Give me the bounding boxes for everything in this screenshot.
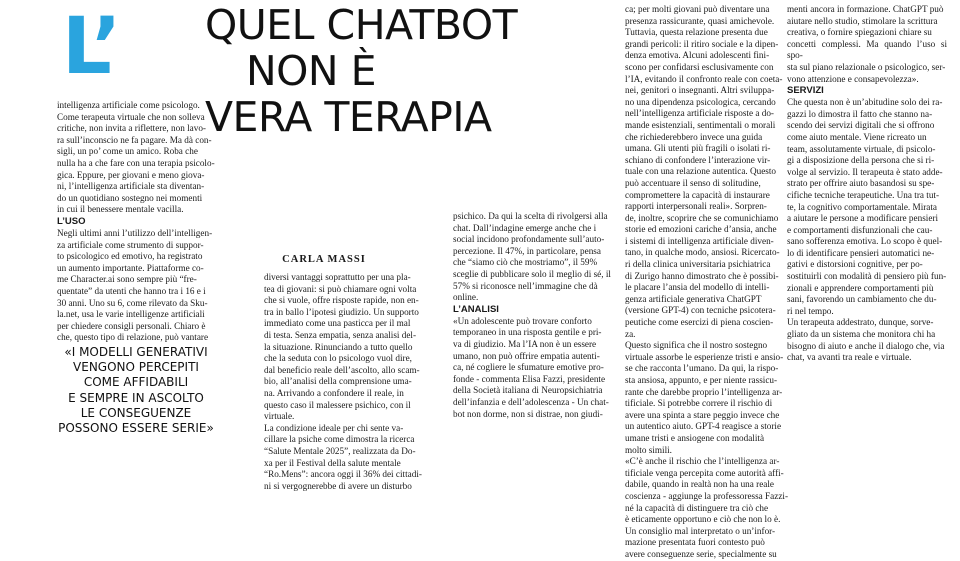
- text-line: menti ancora in formazione. ChatGPT può: [787, 4, 944, 14]
- text-line: della Società italiana di Neuropsichiatria: [453, 385, 603, 396]
- pull-quote-line: COME AFFIDABILI: [83, 375, 189, 390]
- text-line: che “siamo ciò che mostriamo”, il 59%: [453, 257, 598, 268]
- text-line: scendo dei servizi digitali che si offrono: [787, 120, 935, 131]
- text-line: è eticamente opportuno e ciò che non lo è.: [625, 514, 781, 525]
- text-line: ca; per molti giovani può diventare una: [625, 4, 770, 14]
- text-line: e comportamenti disfunzionali che cau-: [787, 224, 933, 235]
- text-line: (versione GPT-4) con tecniche psicotera-: [625, 305, 776, 316]
- text-line: 30 anni. Uno su 6, come rilevato da Sku-: [57, 297, 208, 308]
- text-line: grandi pericoli: il ritiro sociale e la dipen-: [625, 38, 779, 49]
- text-line: le placare l’ansia del modello di intelli-: [625, 282, 770, 293]
- text-line: compromettere la capacità di instaurare: [625, 189, 770, 200]
- text-line: bisogno di aiuto e anche il dialogo che, via: [787, 340, 945, 351]
- text-line: di testa. Senza empatia, senza analisi del-: [264, 329, 417, 340]
- text-line: social incidono profondamente sull’auto-: [453, 234, 605, 245]
- text-line: tano, in qualche modo, ansiosi. Ricercato-: [625, 247, 780, 258]
- text-line: genza artificiale generativa ChatGPT: [625, 293, 762, 304]
- text-line: avere una spinta a stare peggio invece che: [625, 409, 780, 420]
- text-line: molto simili.: [625, 444, 672, 455]
- text-line: vono attenzione e consapevolezza».: [787, 73, 919, 84]
- text-line: Un terapeuta addestrato, dunque, sorve-: [787, 317, 934, 328]
- text-line: sigli, un po’ come un amico. Roba che: [57, 146, 198, 157]
- text-line: za artificiale come strumento di suppor-: [57, 239, 204, 250]
- text-line: umane tristi e ansiogene con modalità: [625, 432, 765, 443]
- text-line: no una dipendenza psicologica, cercando: [625, 96, 776, 107]
- text-line: lo di identificare pensieri automatici ne-: [787, 247, 935, 258]
- text-line: volge al servizio. Il terapeuta è stato adde-: [787, 166, 943, 177]
- text-line: umano, non può offrire empatia autenti-: [453, 350, 600, 361]
- text-line: sta ansiosa, appunto, e per niente rassicu-: [625, 375, 778, 385]
- text-line: per chiedere consigli personali. Chiaro è: [57, 320, 206, 331]
- text-line: dabile, quando in realtà non ha una reale: [625, 479, 774, 490]
- text-line: l’IA, evitando il confronto reale con coeta-: [625, 73, 783, 84]
- text-line: schiano di confondere l’interazione vir-: [625, 154, 771, 165]
- text-line: na. Arrivando a confondere il reale, in: [264, 387, 404, 398]
- text-line: Un consiglio mal interpretato o un’infor-: [625, 525, 776, 536]
- text-line: bio, all’analisi della comprensione uma-: [264, 376, 412, 387]
- text-line: chat. Dall’indagine emerge anche che i: [453, 222, 597, 233]
- text-line: ni si vergognerebbe di avere un disturbo: [264, 480, 412, 491]
- text-line: a aiutare le persone a modificare pensieri: [787, 213, 939, 224]
- text-line: fonde - commenta Elisa Fazzi, presidente: [453, 373, 606, 384]
- text-line: Come terapeuta virtuale che non solleva: [57, 111, 205, 122]
- text-line: creativa, o fornire spiegazioni chiare su: [787, 27, 932, 38]
- text-line: do un quotidiano sostegno nei momenti: [57, 192, 203, 203]
- text-line: gazzi lo dimostra il fatto che stanno na-: [787, 108, 933, 119]
- column-1: [57, 100, 215, 343]
- text-line: te, la cognitivo comportamentale. Mirata: [787, 201, 938, 212]
- text-line: quentate” da utenti che hanno tra i 16 e i: [57, 285, 206, 296]
- text-line: temporaneo in una risposta gentile e pri-: [453, 327, 602, 338]
- text-line: nulla ha a che fare con una terapia psicolo-: [57, 157, 215, 168]
- text-line: gativi e distorsioni cognitive, per po-: [787, 259, 923, 270]
- text-line: se che racconta l’umano. Da qui, la rispo-: [625, 363, 779, 374]
- text-line: intelligenza artificiale come psicologo.: [57, 100, 200, 110]
- subhead: L’USO: [57, 215, 86, 227]
- text-line: che la seduta con lo psicologo vuol dire,: [264, 353, 412, 364]
- text-line: sceglie di pubblicare solo il meglio di sé, il: [453, 268, 611, 279]
- text-line: team, assolutamente virtuale, di psicolo-: [787, 143, 936, 154]
- text-line: sostituirli con modalità di pensiero più fun-: [787, 271, 947, 282]
- column-3: [453, 211, 618, 458]
- text-line: online.: [453, 292, 479, 303]
- headline: [205, 1, 518, 141]
- text-line: tificiale venga percepita come autorità affi-: [625, 467, 784, 478]
- text-line: gliato da un sistema che monitora chi ha: [787, 329, 936, 340]
- text-line: ca, né cogliere le sfumature emotive pro-: [453, 362, 604, 373]
- text-line: «C’è anche il rischio che l’intelligenza ar-: [625, 456, 780, 467]
- text-line: La condizione ideale per chi sente va-: [264, 422, 404, 433]
- text-line: percezione. Il 47%, in particolare, pensa: [453, 245, 601, 256]
- text-line: gi a disposizione della persona che si ri-: [787, 155, 935, 166]
- text-line: xa per il Festival della salute mentale: [264, 457, 401, 468]
- column-4: [625, 4, 790, 559]
- text-line: ri nel tempo.: [787, 305, 834, 316]
- text-line: come aiuto mentale. Viene ricreato un: [787, 131, 927, 142]
- pull-quote-line: VENGONO PERCEPITI: [73, 360, 199, 375]
- text-line: umana. Gli utenti più fragili o isolati ri-: [625, 143, 771, 154]
- text-line: za.: [625, 328, 636, 339]
- text-line: Che questa non è un’abitudine solo dei ra-: [787, 97, 943, 108]
- text-line: che si vuole, offre risposte rapide, non en-: [264, 295, 419, 306]
- text-line: ni, l’intelligenza artificiale sta diventan-: [57, 181, 205, 192]
- text-line: sano sofferenza emotiva. Lo scopo è quel-: [787, 236, 943, 247]
- text-line: “Ro.Mens”: ancora oggi il 36% dei cittadi-: [264, 469, 422, 480]
- text-line: va di giudizio. Ma l’IA non è un essere: [453, 338, 597, 349]
- text-line: tea di giovani: si può chiamare ogni volta: [264, 283, 417, 294]
- text-line: i sistemi di intelligenza artificiale diven-: [625, 235, 774, 246]
- text-line: concetti complessi. Ma quando l’uso si spo-: [787, 38, 947, 61]
- text-line: un aumento importante. Piattaforme co-: [57, 262, 204, 273]
- text-line: strato per offrire aiuto basandosi su spe-: [787, 178, 935, 189]
- text-line: me Character.ai sono sempre più “fre-: [57, 274, 197, 285]
- text-line: presenza rassicurante, quasi amichevole.: [625, 15, 775, 26]
- text-line: questo caso il malessere psichico, con il: [264, 399, 411, 410]
- subhead: SERVIZI: [787, 85, 824, 97]
- pull-quote-line: POSSONO ESSERE SERIE»: [58, 421, 214, 436]
- text-line: rapporti interpersonali reali». Sorpren-: [625, 201, 767, 212]
- headline-line: VERA TERAPIA: [205, 93, 492, 141]
- text-line: rante che darebbe proprio l’intelligenza ar-: [625, 386, 783, 397]
- text-line: diversi vantaggi soprattutto per una pla-: [264, 272, 411, 282]
- headline-line: NON È: [245, 47, 377, 95]
- headline-line: QUEL CHATBOT: [205, 1, 518, 49]
- text-line: tuale con una relazione autentica. Questo: [625, 166, 777, 177]
- text-line: immediato come una pasticca per il mal: [264, 318, 411, 329]
- text-line: Questo significa che il nostro sostegno: [625, 340, 768, 351]
- text-line: “Salute Mentale 2025”, realizzata da Do-: [264, 445, 416, 456]
- pull-quote: [57, 345, 215, 436]
- text-line: tificiale. Si potrebbe correre il rischio di: [625, 398, 773, 409]
- text-line: sta sul piano relazionale o psicologico, ser-: [787, 61, 946, 72]
- text-line: nei, genitori o insegnanti. Altri sviluppa-: [625, 85, 775, 96]
- section-logo: L’: [62, 2, 120, 92]
- text-line: che, questo tipo di relazione, può vantare: [57, 332, 209, 343]
- text-line: cillare la psiche come dimostra la ricerca: [264, 434, 415, 445]
- text-line: storie ed emozioni cariche d’ansia, anche: [625, 224, 777, 235]
- text-line: la.net, usa le varie intelligenze artificiali: [57, 309, 205, 320]
- text-line: virtuale assorbe le esperienze tristi e ansio-: [625, 351, 784, 362]
- text-line: mande esistenziali, sentimentali o morali: [625, 119, 776, 130]
- byline: CARLA MASSI: [282, 254, 366, 265]
- text-line: nell’intelligenza artificiale risposte a do-: [625, 108, 774, 119]
- text-line: ri della clinica universitaria psichiatrica: [625, 259, 771, 270]
- text-line: la situazione. Rinunciando a tutto quello: [264, 341, 413, 352]
- text-line: psichico. Da qui la scelta di rivolgersi alla: [453, 211, 608, 221]
- text-line: gica. Eppure, per giovani e meno giova-: [57, 169, 205, 180]
- subhead: L’ANALISI: [453, 303, 499, 315]
- text-line: cifiche tecniche terapeutiche. Una tra tut-: [787, 189, 940, 200]
- text-line: de, inoltre, scoprire che se comunichiamo: [625, 212, 779, 223]
- text-line: scono per confidarsi esclusivamente con: [625, 61, 774, 72]
- text-line: un autentico aiuto. GPT-4 reagisce a storie: [625, 421, 782, 432]
- text-line: che richiederebbero invece una guida: [625, 131, 763, 142]
- text-line: critiche, non invita a riflettere, non lavo-: [57, 123, 206, 134]
- text-line: Negli ultimi anni l’utilizzo dell’intelligen-: [57, 227, 213, 238]
- text-line: «Un adolescente può trovare conforto: [453, 315, 592, 326]
- text-line: virtuale.: [264, 411, 295, 422]
- text-line: di Zurigo hanno dimostrato che è possibi-: [625, 270, 779, 281]
- text-line: può accentuare il senso di solitudine,: [625, 177, 761, 188]
- text-line: peutiche come esercizi di piena coscien-: [625, 317, 774, 328]
- text-line: tra in ballo l’ipotesi giudizio. Un supporto: [264, 306, 419, 317]
- text-line: chat, va avanti tra reale e virtuale.: [787, 352, 912, 363]
- text-line: zionali e apprendere comportamenti più: [787, 282, 934, 293]
- text-line: avere conseguenze serie, specialmente su: [625, 548, 777, 559]
- pull-quote-line: E SEMPRE IN ASCOLTO: [68, 390, 204, 405]
- text-line: sani, favorendo un cambiamento che du-: [787, 294, 937, 305]
- column-5: [787, 4, 947, 363]
- text-line: in cui il benessere mentale vacilla.: [57, 204, 184, 215]
- text-line: bot non dorme, non si distrae, non giudi-: [453, 408, 603, 419]
- text-line: aiutare nello studio, stimolare la scrittura: [787, 15, 938, 26]
- text-line: denza emotiva. Alcuni adolescenti fini-: [625, 50, 770, 61]
- column-2: [264, 272, 442, 491]
- text-line: mazione presentata fuori contesto può: [625, 537, 765, 548]
- text-line: coscienza - aggiunge la professoressa Fazzi-: [625, 490, 789, 501]
- text-line: 57% si riconosce nell’immagine che dà: [453, 280, 598, 291]
- text-line: ra sull’inconscio ne fa pagare. Ma dà con-: [57, 134, 212, 145]
- text-line: né la capacità di distinguere tra ciò che: [625, 502, 769, 513]
- text-line: Tuttavia, questa relazione presenta due: [625, 27, 768, 38]
- text-line: dal beneficio reale dell’ascolto, allo scam-: [264, 364, 420, 375]
- pull-quote-line: LE CONSEGUENZE: [80, 405, 192, 420]
- pull-quote-line: «I MODELLI GENERATIVI: [64, 345, 208, 359]
- text-line: to psicologico ed emotivo, ha registrato: [57, 251, 203, 262]
- text-line: dell’infanzia e dell’adolescenza - Un chat-: [453, 396, 609, 407]
